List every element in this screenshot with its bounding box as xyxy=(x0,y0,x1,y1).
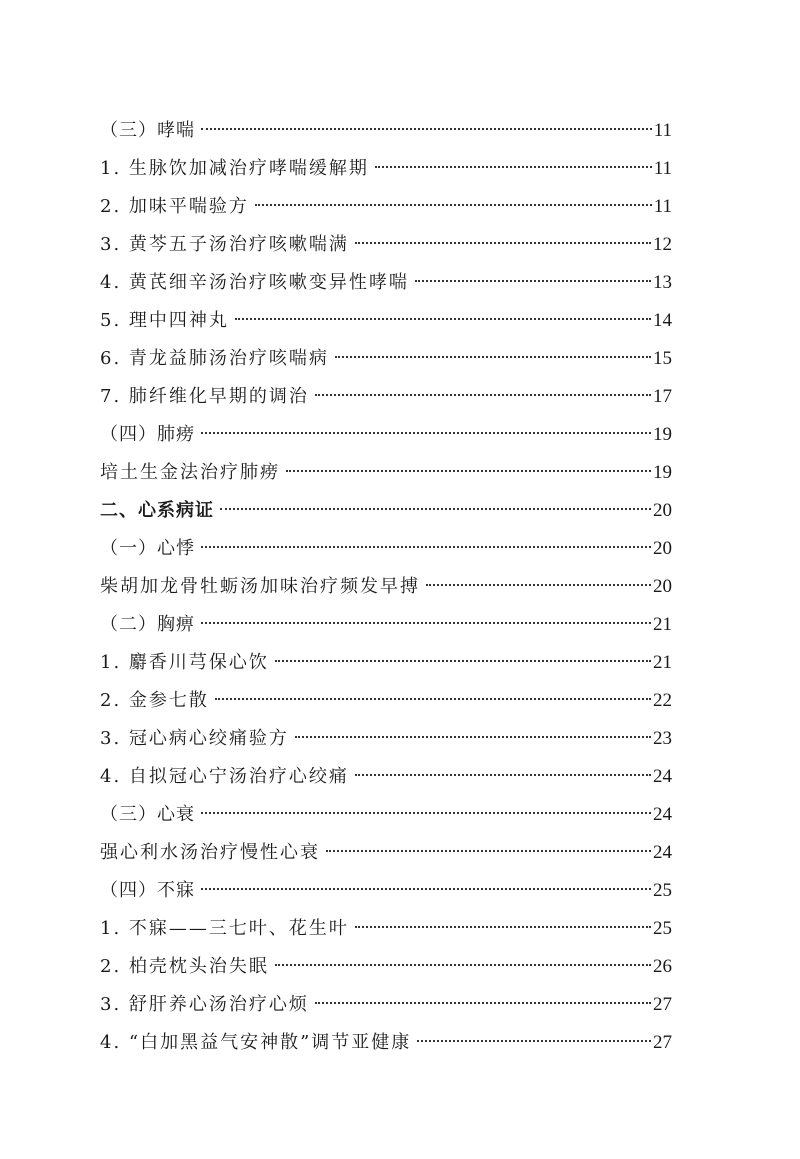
toc-entry-title: 4. 黄芪细辛汤治疗咳嗽变异性哮喘 xyxy=(100,272,409,293)
toc-entry-page-number: 26 xyxy=(653,956,672,977)
toc-entry-page-number: 25 xyxy=(653,880,672,901)
dot-leader xyxy=(415,280,651,282)
dot-leader xyxy=(355,926,651,928)
toc-entry-title: 培土生金法治疗肺痨 xyxy=(100,462,280,483)
toc-entry xyxy=(100,226,672,264)
toc-entry-page-number: 20 xyxy=(653,500,672,521)
dot-leader xyxy=(215,698,651,700)
dot-leader xyxy=(201,812,651,814)
toc-entry xyxy=(100,1024,672,1062)
dot-leader xyxy=(417,1040,651,1042)
dot-leader xyxy=(201,128,652,130)
toc-entry-title: 1. 生脉饮加减治疗哮喘缓解期 xyxy=(100,158,369,179)
toc-entry xyxy=(100,378,672,416)
toc-entry xyxy=(100,454,672,492)
toc-entry xyxy=(100,872,672,910)
toc-entry xyxy=(100,340,672,378)
toc-entry-title: （三）心衰 xyxy=(100,804,195,825)
toc-entry-page-number: 22 xyxy=(653,690,672,711)
toc-entry-page-number: 19 xyxy=(653,462,672,483)
toc-entry-title: 6. 青龙益肺汤治疗咳喘病 xyxy=(100,348,329,369)
toc-entry xyxy=(100,416,672,454)
toc-entry-title: 3. 黄芩五子汤治疗咳嗽喘满 xyxy=(100,234,349,255)
dot-leader xyxy=(275,660,651,662)
dot-leader xyxy=(355,242,651,244)
toc-entry-page-number: 14 xyxy=(653,310,672,331)
toc-entry xyxy=(100,644,672,682)
toc-entry xyxy=(100,568,672,606)
toc-entry-page-number: 24 xyxy=(653,842,672,863)
toc-entry xyxy=(100,302,672,340)
toc-entry-title: 3. 舒肝养心汤治疗心烦 xyxy=(100,994,309,1015)
toc-entry-title: 4. “白加黑益气安神散”调节亚健康 xyxy=(100,1032,412,1053)
dot-leader xyxy=(295,736,651,738)
toc-entry-page-number: 13 xyxy=(653,272,672,293)
toc-entry-title: （二）胸痹 xyxy=(100,614,195,635)
toc-entry-title: （四）不寐 xyxy=(100,880,195,901)
toc-entry-page-number: 24 xyxy=(653,766,672,787)
toc-entry-page-number: 20 xyxy=(653,576,672,597)
dot-leader xyxy=(235,318,651,320)
toc-entry-page-number: 21 xyxy=(653,614,672,635)
toc-entry-page-number: 25 xyxy=(653,918,672,939)
toc-entry xyxy=(100,530,672,568)
toc-entry-page-number: 19 xyxy=(653,424,672,445)
toc-entry-page-number: 11 xyxy=(653,120,672,141)
dot-leader xyxy=(315,394,651,396)
dot-leader xyxy=(335,356,651,358)
toc-entry xyxy=(100,948,672,986)
toc-entry-page-number: 20 xyxy=(653,538,672,559)
dot-leader xyxy=(220,508,651,510)
dot-leader xyxy=(255,204,652,206)
toc-entry-page-number: 27 xyxy=(653,1032,672,1053)
dot-leader xyxy=(426,584,651,586)
toc-entry-title: 2. 金参七散 xyxy=(100,690,209,711)
dot-leader xyxy=(201,622,651,624)
dot-leader xyxy=(275,964,651,966)
toc-entry xyxy=(100,720,672,758)
dot-leader xyxy=(355,774,651,776)
toc-entry-page-number: 24 xyxy=(653,804,672,825)
toc-entry-title: 强心利水汤治疗慢性心衰 xyxy=(100,842,320,863)
toc-entry xyxy=(100,188,672,226)
toc-entry-title: 1. 麝香川芎保心饮 xyxy=(100,652,269,673)
toc-entry xyxy=(100,910,672,948)
toc-entry-page-number: 27 xyxy=(653,994,672,1015)
toc-entry-page-number: 11 xyxy=(653,158,672,179)
toc-entry xyxy=(100,758,672,796)
toc-entry xyxy=(100,112,672,150)
dot-leader xyxy=(315,1002,651,1004)
toc-entry xyxy=(100,796,672,834)
toc-entry-page-number: 12 xyxy=(653,234,672,255)
toc-entry-title: （四）肺痨 xyxy=(100,424,195,445)
toc-entry-title: 1. 不寐——三七叶、花生叶 xyxy=(100,918,349,939)
toc-entry-title: 5. 理中四神丸 xyxy=(100,310,229,331)
toc-entry xyxy=(100,492,672,530)
dot-leader xyxy=(286,470,651,472)
toc-entry-title: （三）哮喘 xyxy=(100,120,195,141)
toc-entry xyxy=(100,682,672,720)
toc-entry-page-number: 23 xyxy=(653,728,672,749)
toc-entry-title: 7. 肺纤维化早期的调治 xyxy=(100,386,309,407)
dot-leader xyxy=(326,850,651,852)
toc-entry xyxy=(100,834,672,872)
toc-entry xyxy=(100,986,672,1024)
toc-entry-title: 2. 柏壳枕头治失眠 xyxy=(100,956,269,977)
toc-entry xyxy=(100,606,672,644)
dot-leader xyxy=(201,432,651,434)
toc-entry xyxy=(100,264,672,302)
dot-leader xyxy=(201,546,651,548)
toc-entry-title: 2. 加味平喘验方 xyxy=(100,196,249,217)
dot-leader xyxy=(201,888,651,890)
toc-entry-page-number: 11 xyxy=(653,196,672,217)
toc-entry-page-number: 21 xyxy=(653,652,672,673)
toc-entry-title: 4. 自拟冠心宁汤治疗心绞痛 xyxy=(100,766,349,787)
toc-entry-title: 二、心系病证 xyxy=(100,500,214,521)
toc-entry xyxy=(100,150,672,188)
dot-leader xyxy=(375,166,652,168)
toc-entry-page-number: 17 xyxy=(653,386,672,407)
toc-entry-title: 柴胡加龙骨牡蛎汤加味治疗频发早搏 xyxy=(100,576,420,597)
toc-entry-title: 3. 冠心病心绞痛验方 xyxy=(100,728,289,749)
toc-entry-title: （一）心悸 xyxy=(100,538,195,559)
table-of-contents xyxy=(100,112,672,1062)
toc-entry-page-number: 15 xyxy=(653,348,672,369)
